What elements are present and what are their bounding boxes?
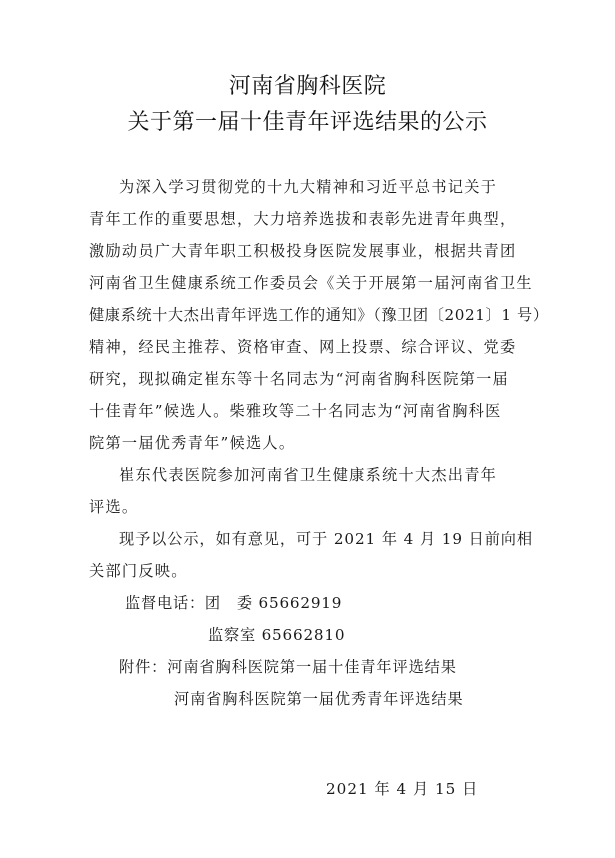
document-title-subject: 关于第一届十佳青年评选结果的公示 [127,110,488,135]
body-line: 十佳青年”候选人。柴雅玫等二十名同志为“河南省胸科医 [89,402,502,420]
document-date: 2021 年 4 月 15 日 [326,780,479,798]
attachment-line: 附件：河南省胸科医院第一届十佳青年评选结果 [119,658,457,676]
body-line: 研究，现拟确定崔东等十名同志为“河南省胸科医院第一届 [89,370,509,388]
body-line: 激励动员广大青年职工积极投身医院发展事业，根据共青团 [89,242,517,260]
contact-phone-line-2: 监察室 65662810 [208,626,346,644]
body-line: 河南省卫生健康系统工作委员会《关于开展第一届河南省卫生 [89,274,533,292]
body-line: 青年工作的重要思想，大力培养选拔和表彰先进青年典型， [89,210,517,228]
body-line: 崔东代表医院参加河南省卫生健康系统十大杰出青年 [119,466,498,484]
body-line: 健康系统十大杰出青年评选工作的通知》（豫卫团〔2021〕1 号） [89,306,549,324]
body-line: 评选。 [89,498,139,516]
body-line: 现予以公示，如有意见，可于 2021 年 4 月 19 日前向相 [119,530,533,548]
attachment-line-2: 河南省胸科医院第一届优秀青年评选结果 [174,690,464,708]
contact-phone-line: 监督电话：团 委 65662919 [125,594,343,612]
document-title-hospital: 河南省胸科医院 [228,74,387,99]
body-line: 为深入学习贯彻党的十九大精神和习近平总书记关于 [119,178,498,196]
body-line: 精神，经民主推荐、资格审查、网上投票、综合评议、党委 [89,338,517,356]
body-line: 院第一届优秀青年”候选人。 [89,434,296,452]
body-line: 关部门反映。 [89,562,188,580]
